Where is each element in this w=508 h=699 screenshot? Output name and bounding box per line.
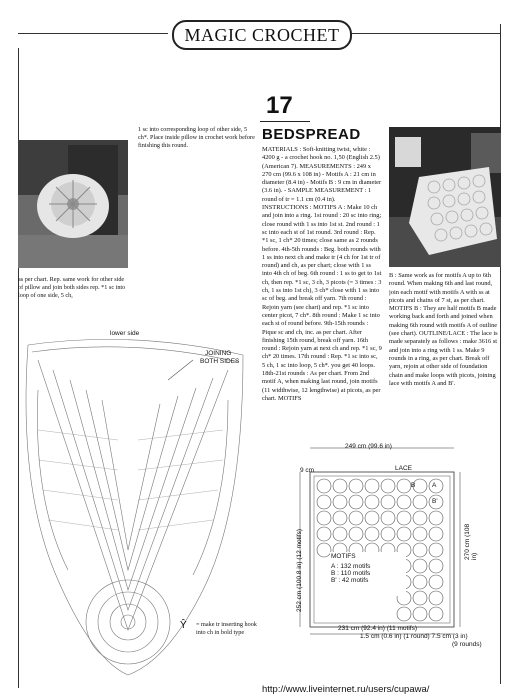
legend-text: = make tr inserting hook into ch in bold type [196,621,257,636]
instructions-text: MATERIALS : Soft-knitting twist, white : 4200 g - a crochet hook no. 1,50 (English 2.5) (American 7). MEASUREMENTS : 249 x 270 cm (99.6 x 108 in) - Motifs A : 21 cm in diameter (8.4 in) - Motifs B : 9 cm in diameter (3.6 in). - SAMPLE MEASUREMENT : 1 round of tr = 1.1 cm (0.4 in). INSTRUCTIONS : MOTIFS A : Make 10 ch and join into a ring. 1st round : 20 sc into ring; close round with 1 ss into 1st st. 2nd round : 1 sc into each st of 1st round. 3rd round : Rep. *1 sc, 1 ch* 20 times; close same as 2 rounds before. 4th-5th rounds : Beg. both rounds with 1 ss into next ch and make tr (4 ch for 1st tr of round) and ch, as per chart; close with 1 ss into 4th ch of beg. 6th round : 1 ss to get to 1st ch, then rep. *1 sc, 3 ch, 3 picots (= 3 times : 3 ch, 1 ss into 1st ch), 3 ch* close with 1 ss into sc of beg. and break off yarn. 7th round : Rejoin yarn (see chart) and rep. *1 sc into center picot, 7 ch*. 8th round : Make 1 sc into each st of round before. 9th-15th rounds : Pique sc and ch, inc. as per chart. After finishing 15th round, break off yarn. 16th round : Rejoin yarn at next ch and rep. *1 sc, 9 ch* 20 times. 17th round : Rep. *1 sc into sc, 5 ch, 1 sc into loop, 5 ch*. you get 40 loops. 18th-21st rounds : As per chart. From 2nd motif A, when making last round, join motifs (11 widthwise, 12 lengthwise) at picots, as per chart. MOTIFS [262,146,382,402]
magazine-header [172,20,352,50]
schematic-bottom-2: 1.5 cm (0.6 in) (1 round) 7.5 cm (3 in) [360,633,468,640]
schematic-height-left: 252 cm (100.8 in) (12 motifs) [296,528,303,612]
bedspread-photo [389,127,501,267]
magazine-title: MAGIC CROCHET [184,24,340,45]
schematic-label-b2: B' [432,498,438,505]
pillow-photo [18,140,128,268]
pattern-number-rule [260,121,310,122]
header-rule-right [350,33,500,34]
pattern-title: BEDSPREAD [262,126,361,143]
legend-symbol-icon: Ŷ [180,620,187,631]
schematic-label-a: A [432,482,437,489]
schematic-motif-a: A : 132 motifs [331,563,371,570]
schematic-bottom-1: 231 cm (92.4 in) (11 motifs) [338,625,417,632]
pillow-photo-image [18,140,128,268]
instructions-text-continued: B : Same work as for motifs A up to 6th round. When making 6th and last round, join each motif with motifs A with ss at picots and chains of 7 st, as per chart. MOTIFS B : They are half motifs B made working back and forth and joined when making 6th round with motifs A of outline (see chart). OUTLINE/LACE : The lace is made separately as follows : make 3616 st and join into a ring with 1 ss. Make 9 rounds in a ring, as per chart. Break off yarn, rejoin at other side of foundation chain and make loops with picots, joining lace with motifs A and B'. [389,272,498,387]
schematic-width: 249 cm (99.6 in) [345,443,392,450]
label-lower-side: lower side [110,330,140,337]
joining-pointer [168,360,193,380]
schematic-label-b: B [411,482,416,489]
schematic-legend-box [330,552,406,596]
schematic-motif-b: B : 110 motifs [331,570,371,577]
schematic-lace: LACE [395,465,412,472]
schematic-motifs-title: MOTIFS [331,553,356,560]
schematic-height-right: 270 cm (108 in) [464,523,478,560]
schematic-lace-dim: 9 cm [300,467,315,474]
pillow-caption-left: as per chart. Rep. same work for other side of pillow and join both sides rep. *1 sc into loop of one side, 5 ch, [18,276,126,299]
header-rule-left [18,33,168,34]
label-joining: JOINING [205,350,232,357]
pillow-caption-top: 1 sc into corresponding loop of other side, 5 ch*. Place inside pillow in crochet work before finishing this round. [138,126,255,149]
label-both-sides: BOTH SIDES [200,358,240,365]
schematic-motif-b2: B' : 42 motifs [331,577,369,584]
schematic-bottom-3: (9 rounds) [452,641,482,648]
pattern-number: 17 [266,92,293,119]
footer-url[interactable]: http://www.liveinternet.ru/users/cupawa/ [262,684,430,695]
bedspread-photo-image [389,127,501,267]
